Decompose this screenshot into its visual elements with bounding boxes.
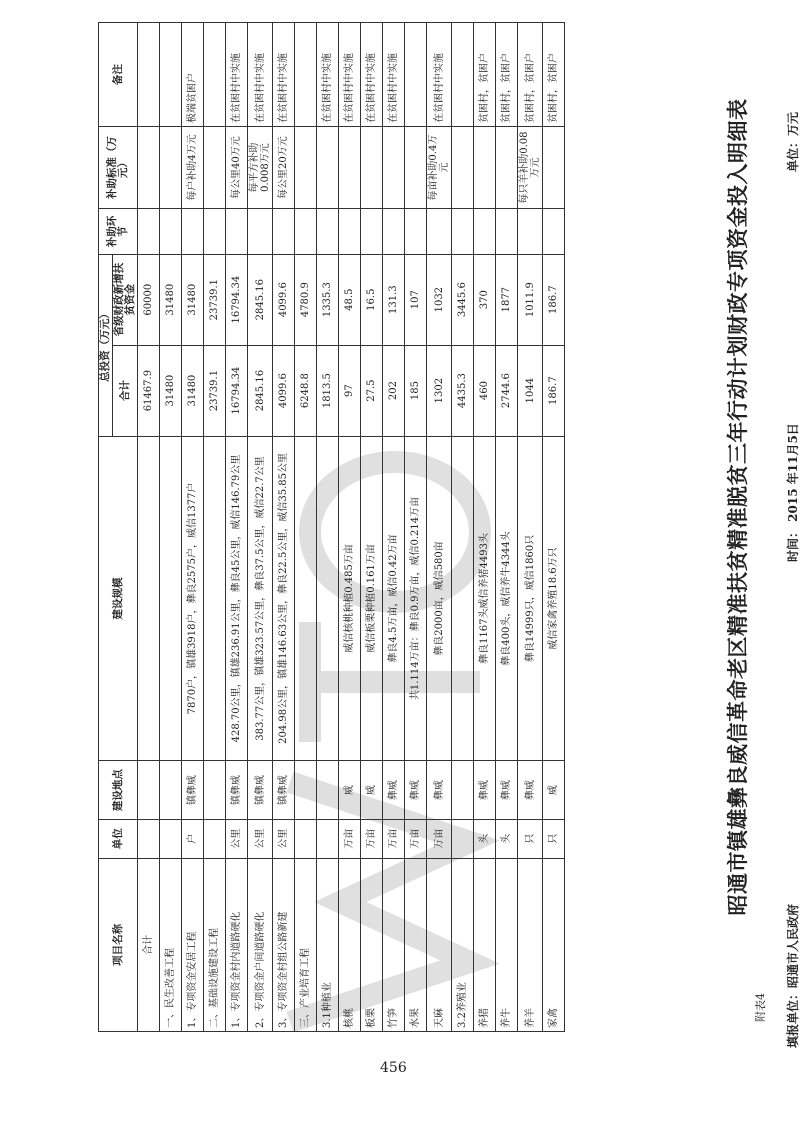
cell-remark: 贫困村，贫困户 xyxy=(496,23,518,127)
cell-unit: 公里 xyxy=(226,819,248,858)
cell-remark: 在贫困村中实施 xyxy=(339,23,361,127)
cell-new: 31480 xyxy=(160,254,182,345)
cell-link xyxy=(204,209,226,254)
funding-table xyxy=(98,22,565,1032)
cell-link xyxy=(474,209,496,254)
cell-scale xyxy=(204,436,226,761)
cell-std xyxy=(160,126,182,208)
cell-link xyxy=(518,209,543,254)
cell-remark: 贫困村，贫困户 xyxy=(518,23,543,127)
cell-scale xyxy=(317,436,339,761)
header-link: 补助环节 xyxy=(99,209,138,254)
cell-unit: 万亩 xyxy=(339,819,361,858)
cell-scale: 彝良1167头威信养猪4493头 xyxy=(474,436,496,761)
cell-new: 48.5 xyxy=(339,254,361,345)
cell-loc xyxy=(160,761,182,819)
table-row xyxy=(182,23,204,1032)
cell-remark: 贫困村，贫困户 xyxy=(474,23,496,127)
cell-link xyxy=(405,209,427,254)
cell-loc xyxy=(295,761,317,819)
table-row xyxy=(160,23,182,1032)
cell-unit: 只 xyxy=(543,819,565,858)
cell-total: 6248.8 xyxy=(295,345,317,436)
cell-new: 107 xyxy=(405,254,427,345)
cell-total: 1813.5 xyxy=(317,345,339,436)
cell-remark: 在贫困村中实施 xyxy=(248,23,273,127)
cell-total: 4435.3 xyxy=(452,345,474,436)
cell-link xyxy=(427,209,452,254)
cell-link xyxy=(160,209,182,254)
cell-std xyxy=(452,126,474,208)
cell-scale: 威信家禽养殖18.6万只 xyxy=(543,436,565,761)
cell-remark: 在贫困村中实施 xyxy=(427,23,452,127)
cell-std xyxy=(339,126,361,208)
cell-unit: 万亩 xyxy=(383,819,405,858)
cell-link xyxy=(182,209,204,254)
cell-new: 2845.16 xyxy=(248,254,273,345)
cell-unit: 万亩 xyxy=(405,819,427,858)
cell-remark xyxy=(160,23,182,127)
cell-loc xyxy=(317,761,339,819)
cell-loc: 镇彝威 xyxy=(226,761,248,819)
currency-unit: 单位：万元 xyxy=(786,111,800,172)
table-row xyxy=(273,23,295,1032)
cell-unit: 户 xyxy=(182,819,204,858)
cell-scale: 彝良400头，威信养牛4344头 xyxy=(496,436,518,761)
cell-link xyxy=(496,209,518,254)
table-row xyxy=(518,23,543,1032)
cell-link xyxy=(383,209,405,254)
header-new_funds: 省级财政新增扶贫资金 xyxy=(113,254,138,345)
header-scale: 建设规模 xyxy=(99,436,138,761)
cell-remark xyxy=(405,23,427,127)
cell-remark: 在贫困村中实施 xyxy=(383,23,405,127)
cell-scale: 威信核桃种植0.485万亩 xyxy=(339,436,361,761)
cell-loc: 镇彝威 xyxy=(182,761,204,819)
cell-loc: 威 xyxy=(339,761,361,819)
cell-new: 3445.6 xyxy=(452,254,474,345)
page-number: 456 xyxy=(380,1060,407,1076)
cell-scale xyxy=(160,436,182,761)
cell-scale: 共1.114万亩：彝良0.9万亩，威信0.214万亩 xyxy=(405,436,427,761)
cell-name: 家禽 xyxy=(543,858,565,1031)
cell-total: 185 xyxy=(405,345,427,436)
cell-std: 每亩补助0.4万元 xyxy=(427,126,452,208)
cell-remark xyxy=(204,23,226,127)
cell-new: 4780.9 xyxy=(295,254,317,345)
cell-unit: 万亩 xyxy=(361,819,383,858)
cell-total: 23739.1 xyxy=(204,345,226,436)
cell-std xyxy=(543,126,565,208)
cell-link xyxy=(361,209,383,254)
appendix-label: 附表4 xyxy=(754,993,767,1022)
cell-unit: 头 xyxy=(474,819,496,858)
cell-link xyxy=(452,209,474,254)
table-row xyxy=(317,23,339,1032)
cell-link xyxy=(295,209,317,254)
cell-new: 60000 xyxy=(138,254,160,345)
table-row xyxy=(452,23,474,1032)
cell-loc xyxy=(452,761,474,819)
cell-new: 1011.9 xyxy=(518,254,543,345)
cell-scale: 彝良2000亩，威信580亩 xyxy=(427,436,452,761)
cell-remark: 在贫困村中实施 xyxy=(361,23,383,127)
cell-std: 每户补助4万元 xyxy=(182,126,204,208)
cell-loc: 镇彝威 xyxy=(248,761,273,819)
cell-name: 三、产业培育工程 xyxy=(295,858,317,1031)
cell-new: 23739.1 xyxy=(204,254,226,345)
header-subtotal: 合计 xyxy=(113,345,138,436)
cell-name: 板栗 xyxy=(361,858,383,1031)
cell-name: 3.1种植业 xyxy=(317,858,339,1031)
cell-name: 二、基础设施建设工程 xyxy=(204,858,226,1031)
table-row xyxy=(339,23,361,1032)
cell-loc: 彝威 xyxy=(496,761,518,819)
cell-new: 186.7 xyxy=(543,254,565,345)
cell-link xyxy=(317,209,339,254)
cell-name: 养猪 xyxy=(474,858,496,1031)
cell-total: 27.5 xyxy=(361,345,383,436)
table-row xyxy=(474,23,496,1032)
cell-name: 1、专项资金安居工程 xyxy=(182,858,204,1031)
cell-scale: 7870户，镇雄3918户，彝良2575户，威信1377户 xyxy=(182,436,204,761)
cell-loc: 威 xyxy=(543,761,565,819)
cell-link xyxy=(339,209,361,254)
cell-name: 养羊 xyxy=(518,858,543,1031)
cell-scale: 彝良4.5万亩，威信0.42万亩 xyxy=(383,436,405,761)
table-row xyxy=(383,23,405,1032)
cell-remark: 在贫困村中实施 xyxy=(317,23,339,127)
cell-loc: 威 xyxy=(361,761,383,819)
cell-name: 2、专项资金户间道路硬化 xyxy=(248,858,273,1031)
filler-unit: 填报单位：昭通市人民政府 xyxy=(786,903,800,1048)
cell-new: 1335.3 xyxy=(317,254,339,345)
cell-new: 1032 xyxy=(427,254,452,345)
cell-total: 186.7 xyxy=(543,345,565,436)
cell-unit: 公里 xyxy=(248,819,273,858)
cell-unit xyxy=(295,819,317,858)
cell-loc: 彝威 xyxy=(405,761,427,819)
cell-total: 460 xyxy=(474,345,496,436)
cell-total: 1044 xyxy=(518,345,543,436)
cell-name: 竹笋 xyxy=(383,858,405,1031)
cell-std: 每只羊补助0.08万元 xyxy=(518,126,543,208)
cell-link xyxy=(273,209,295,254)
cell-std xyxy=(317,126,339,208)
cell-remark: 在贫困村中实施 xyxy=(226,23,248,127)
cell-new: 31480 xyxy=(182,254,204,345)
header-unit: 单位 xyxy=(99,819,138,858)
page-title: 昭通市镇雄彝良威信革命老区精准扶贫精准脱贫三年行动计划财政专项资金投入明细表 xyxy=(725,98,750,916)
cell-unit xyxy=(138,819,160,858)
cell-total: 97 xyxy=(339,345,361,436)
table-row xyxy=(405,23,427,1032)
table-row xyxy=(248,23,273,1032)
cell-scale: 204.98公里，镇雄146.63公里，彝良22.5公里，威信35.85公里 xyxy=(273,436,295,761)
cell-std xyxy=(474,126,496,208)
cell-unit: 只 xyxy=(518,819,543,858)
cell-std xyxy=(383,126,405,208)
cell-name: 3、专项资金村组公路新建 xyxy=(273,858,295,1031)
cell-std: 每公里40万元 xyxy=(226,126,248,208)
cell-scale xyxy=(138,436,160,761)
cell-name: 水果 xyxy=(405,858,427,1031)
cell-remark: 贫困村，贫困户 xyxy=(543,23,565,127)
cell-unit: 万亩 xyxy=(427,819,452,858)
table-row xyxy=(226,23,248,1032)
cell-unit xyxy=(452,819,474,858)
cell-new: 131.3 xyxy=(383,254,405,345)
header-total_group: 总投资（万元） xyxy=(99,254,113,436)
cell-std: 每平方补助0.008万元 xyxy=(248,126,273,208)
cell-loc: 镇彝威 xyxy=(273,761,295,819)
cell-total: 202 xyxy=(383,345,405,436)
cell-remark xyxy=(295,23,317,127)
cell-unit: 头 xyxy=(496,819,518,858)
cell-scale: 383.77公里，镇雄323.57公里，彝良37.5公里，威信22.7公里 xyxy=(248,436,273,761)
cell-unit xyxy=(317,819,339,858)
cell-total: 2845.16 xyxy=(248,345,273,436)
cell-remark: 在贫困村中实施 xyxy=(273,23,295,127)
cell-total: 31480 xyxy=(160,345,182,436)
cell-loc xyxy=(138,761,160,819)
header-name: 项目名称 xyxy=(99,858,138,1031)
report-date: 时间： 2015 年11月5日 xyxy=(786,423,800,562)
cell-std xyxy=(361,126,383,208)
cell-new: 16794.34 xyxy=(226,254,248,345)
cell-total: 2744.6 xyxy=(496,345,518,436)
header-standard: 补助标准（万元） xyxy=(99,126,138,208)
cell-unit xyxy=(160,819,182,858)
cell-total: 4099.6 xyxy=(273,345,295,436)
cell-name: 核桃 xyxy=(339,858,361,1031)
cell-new: 16.5 xyxy=(361,254,383,345)
cell-scale: 彝良14999只，威信1860只 xyxy=(518,436,543,761)
cell-name: 1、专项资金村内道路硬化 xyxy=(226,858,248,1031)
cell-std xyxy=(295,126,317,208)
cell-name: 天麻 xyxy=(427,858,452,1031)
table-row xyxy=(496,23,518,1032)
cell-loc: 彝威 xyxy=(383,761,405,819)
cell-loc: 彝威 xyxy=(518,761,543,819)
cell-scale: 428.70公里，镇雄236.91公里，彝良45公里，威信146.79公里 xyxy=(226,436,248,761)
cell-loc xyxy=(204,761,226,819)
cell-new: 1877 xyxy=(496,254,518,345)
cell-name: 合计 xyxy=(138,858,160,1031)
cell-link xyxy=(248,209,273,254)
cell-scale: 威信板栗种植0.161万亩 xyxy=(361,436,383,761)
cell-total: 31480 xyxy=(182,345,204,436)
cell-std xyxy=(405,126,427,208)
cell-std xyxy=(496,126,518,208)
table-row xyxy=(295,23,317,1032)
table-row xyxy=(543,23,565,1032)
cell-loc: 彝威 xyxy=(474,761,496,819)
cell-std xyxy=(138,126,160,208)
header-remark: 备注 xyxy=(99,23,138,127)
cell-std: 每公里20万元 xyxy=(273,126,295,208)
cell-link xyxy=(226,209,248,254)
cell-link xyxy=(543,209,565,254)
cell-unit xyxy=(204,819,226,858)
cell-remark xyxy=(138,23,160,127)
cell-new: 4099.6 xyxy=(273,254,295,345)
cell-std xyxy=(204,126,226,208)
table-row xyxy=(361,23,383,1032)
header-location: 建设地点 xyxy=(99,761,138,819)
cell-remark: 极端贫困户 xyxy=(182,23,204,127)
cell-link xyxy=(138,209,160,254)
cell-total: 61467.9 xyxy=(138,345,160,436)
cell-unit: 公里 xyxy=(273,819,295,858)
table-row xyxy=(138,23,160,1032)
cell-total: 16794.34 xyxy=(226,345,248,436)
cell-loc: 彝威 xyxy=(427,761,452,819)
cell-name: 养牛 xyxy=(496,858,518,1031)
table-row xyxy=(427,23,452,1032)
cell-name: 一、民生改善工程 xyxy=(160,858,182,1031)
cell-scale xyxy=(295,436,317,761)
cell-total: 1302 xyxy=(427,345,452,436)
cell-scale xyxy=(452,436,474,761)
cell-new: 370 xyxy=(474,254,496,345)
cell-remark xyxy=(452,23,474,127)
cell-name: 3.2养殖业 xyxy=(452,858,474,1031)
table-row xyxy=(204,23,226,1032)
